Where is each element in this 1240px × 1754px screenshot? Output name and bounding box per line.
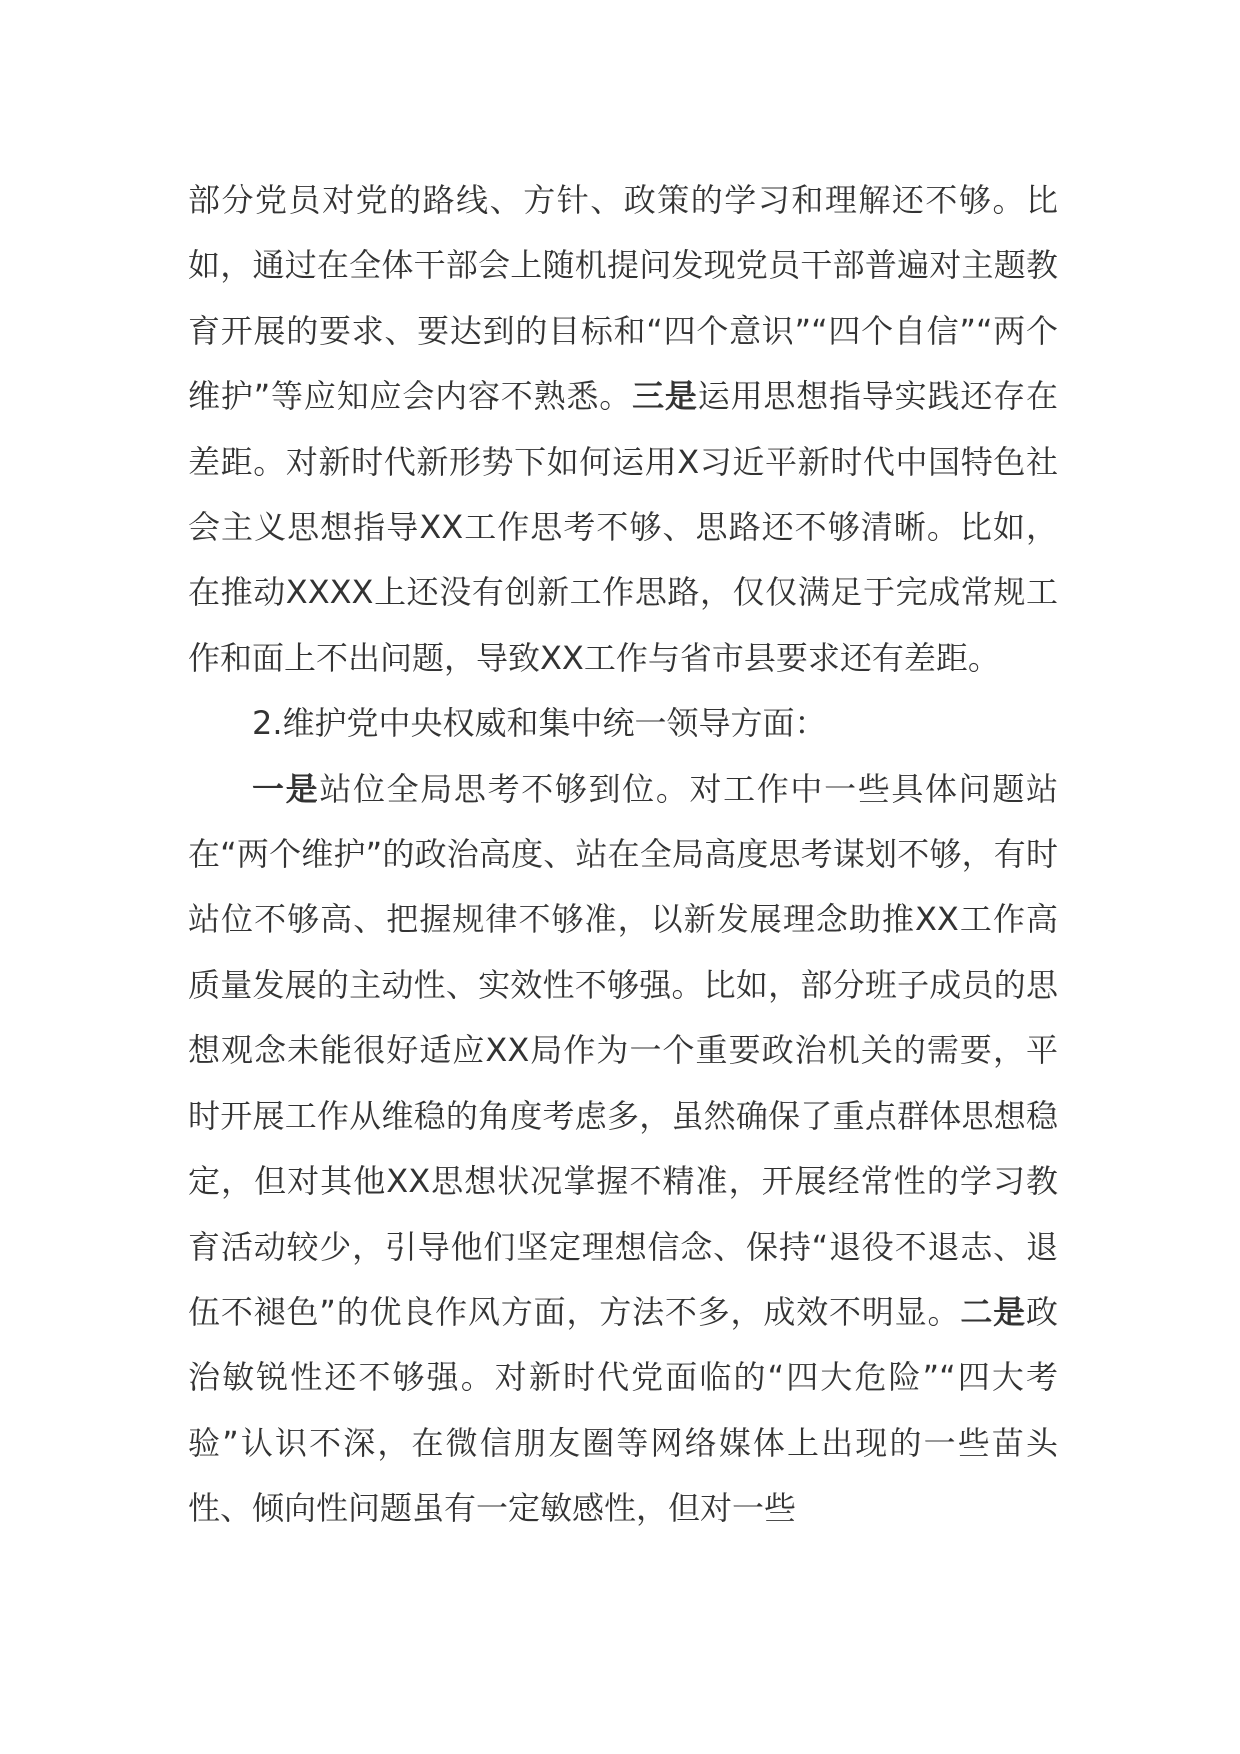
paragraph-1-text-2: 运用思想指导实践还存在差距。对新时代新形势下如何运用X习近平新时代中国特色社会主义思想指导XX工作思考不够、思路还不够清晰。比如，在推动XXXX上还没有创新工作思路，仅仅满足于完成常规工作和面上不出问题，导致XX工作与省市县要求还有差距。	[188, 377, 1058, 677]
paragraph-2-lead-1: 一是	[252, 769, 320, 808]
paragraph-1-lead-3: 三是	[632, 377, 698, 416]
section-heading-2	[188, 691, 1058, 756]
paragraph-1-text-1: 部分党员对党的路线、方针、政策的学习和理解还不够。比如，通过在全体干部会上随机提问发现党员干部普遍对主题教育开展的要求、要达到的目标和“四个意识”“四个自信”“两个维护”等应知应会内容不熟悉。	[188, 181, 1058, 416]
paragraph-1	[188, 168, 1058, 691]
document-body	[188, 168, 1058, 1542]
section-heading-2-text: 2.维护党中央权威和集中统一领导方面：	[252, 704, 827, 743]
paragraph-2-lead-2: 二是	[960, 1292, 1026, 1331]
paragraph-2-text-1: 站位全局思考不够到位。对工作中一些具体问题站在“两个维护”的政治高度、站在全局高度思考谋划不够，有时站位不够高、把握规律不够准，以新发展理念助推XX工作高质量发展的主动性、实效性不够强。比如，部分班子成员的思想观念未能很好适应XX局作为一个重要政治机关的需要，平时开展工作从维稳的角度考虑多，虽然确保了重点群体思想稳定，但对其他XX思想状况掌握不精准，开展经常性的学习教育活动较少，引导他们坚定理想信念、保持“退役不退志、退伍不褪色”的优良作风方面，方法不多，成效不明显。	[188, 769, 1058, 1331]
paragraph-2	[188, 757, 1058, 1542]
paragraph-2-text-2: 政治敏锐性还不够强。对新时代党面临的“四大危险”“四大考验”认识不深，在微信朋友圈等网络媒体上出现的一些苗头性、倾向性问题虽有一定敏感性，但对一些	[188, 1292, 1058, 1528]
